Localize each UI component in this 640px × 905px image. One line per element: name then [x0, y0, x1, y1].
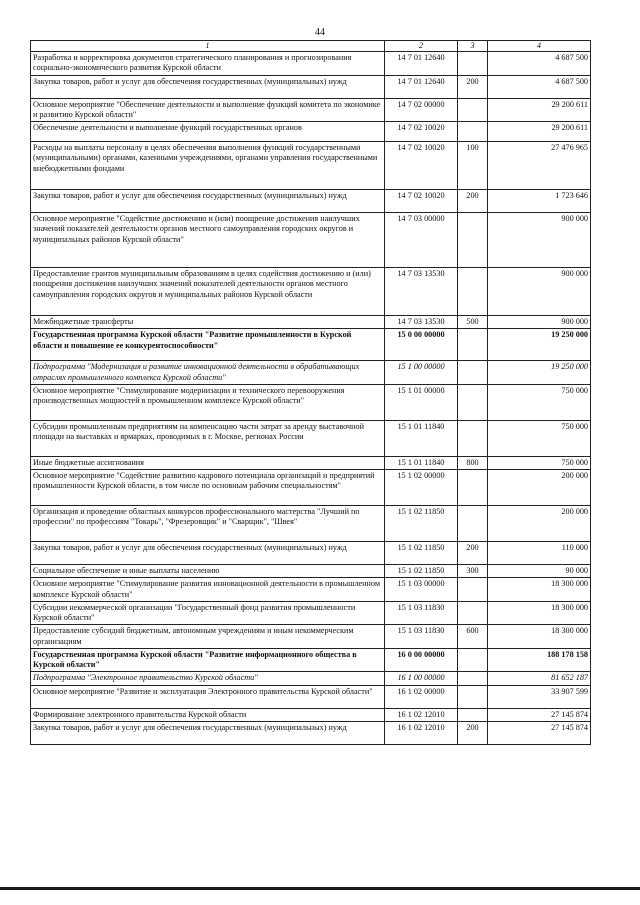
row-vr-cell: [458, 506, 488, 542]
row-sum-cell: 27 476 965: [488, 142, 591, 190]
row-code-cell: 15 1 02 11850: [385, 565, 458, 578]
table-row: [31, 361, 591, 385]
row-vr-cell: [458, 329, 488, 361]
row-vr-cell: 500: [458, 316, 488, 329]
row-code-cell: 15 1 03 00000: [385, 578, 458, 602]
header-col-3: 3: [458, 41, 488, 52]
table-row: [31, 721, 591, 744]
row-name-cell: Организация и проведение областных конкурсов профессионального мастерства "Лучший по профессии" по профессиям "Токарь", "Фрезеровщик" и "Сварщик", "Швея": [31, 506, 385, 542]
row-vr-cell: 800: [458, 456, 488, 469]
page-number: 44: [315, 27, 325, 38]
bottom-rule: [0, 887, 640, 890]
row-vr-cell: [458, 685, 488, 708]
row-vr-cell: 200: [458, 75, 488, 98]
row-code-cell: 15 1 02 00000: [385, 470, 458, 506]
row-name-cell: Расходы на выплаты персоналу в целях обеспечения выполнения функций государственными (муниципальными) органами, казенными учреждениями, органами управления государственными внебюджетными фондами: [31, 142, 385, 190]
row-vr-cell: [458, 578, 488, 602]
row-vr-cell: 200: [458, 190, 488, 213]
row-code-cell: 15 1 02 11850: [385, 542, 458, 565]
row-sum-cell: 110 000: [488, 542, 591, 565]
row-name-cell: Государственная программа Курской области "Развитие информационного общества в Курской области": [31, 648, 385, 672]
row-code-cell: 15 1 01 00000: [385, 384, 458, 420]
row-name-cell: Предоставление субсидий бюджетным, автономным учреждениям и иным некоммерческим организациям: [31, 625, 385, 649]
row-vr-cell: [458, 98, 488, 122]
row-name-cell: Субсидии промышленным предприятиям на компенсацию части затрат за аренду выставочной площади на выставках и ярмарках, проводимых в г. Москве, регионах России: [31, 420, 385, 456]
row-name-cell: Закупка товаров, работ и услуг для обеспечения государственных (муниципальных) нужд: [31, 542, 385, 565]
row-sum-cell: 750 000: [488, 384, 591, 420]
row-name-cell: Подпрограмма "Электронное правительство Курской области": [31, 672, 385, 685]
budget-table: [30, 40, 591, 745]
row-vr-cell: [458, 420, 488, 456]
row-code-cell: 16 1 00 00000: [385, 672, 458, 685]
row-code-cell: 16 1 02 12010: [385, 721, 458, 744]
table-row: [31, 316, 591, 329]
row-sum-cell: 18 300 000: [488, 625, 591, 649]
row-name-cell: Подпрограмма "Модернизация и развитие инновационной деятельности в обрабатывающих отраслях промышленного комплекса Курской области": [31, 361, 385, 385]
table-row: [31, 75, 591, 98]
row-code-cell: 16 1 02 12010: [385, 708, 458, 721]
row-sum-cell: 29 200 611: [488, 122, 591, 142]
row-code-cell: 16 1 02 00000: [385, 685, 458, 708]
row-name-cell: Разработка и корректировка документов стратегического планирования и прогнозирования социально-экономического развития Курской области: [31, 52, 385, 76]
row-sum-cell: 27 145 874: [488, 721, 591, 744]
row-name-cell: Социальное обеспечение и иные выплаты населению: [31, 565, 385, 578]
row-vr-cell: [458, 213, 488, 268]
header-col-4: 4: [488, 41, 591, 52]
row-code-cell: 16 0 00 00000: [385, 648, 458, 672]
table-row: [31, 384, 591, 420]
row-code-cell: 14 7 02 10020: [385, 190, 458, 213]
row-sum-cell: 900 000: [488, 316, 591, 329]
row-vr-cell: 200: [458, 721, 488, 744]
row-name-cell: Иные бюджетные ассигнования: [31, 456, 385, 469]
row-name-cell: Формирование электронного правительства Курской области: [31, 708, 385, 721]
table-row: [31, 329, 591, 361]
row-name-cell: Основное мероприятие "Содействие развитию кадрового потенциала организаций и предприятий промышленности Курской области, в том числе по основным рабочим специальностям": [31, 470, 385, 506]
table-row: [31, 268, 591, 316]
row-name-cell: Межбюджетные трансферты: [31, 316, 385, 329]
row-vr-cell: 200: [458, 542, 488, 565]
table-row: [31, 190, 591, 213]
row-name-cell: Основное мероприятие "Стимулирование развития инновационной деятельности в промышленном комплексе Курской области": [31, 578, 385, 602]
row-code-cell: 15 1 02 11850: [385, 506, 458, 542]
table-row: [31, 542, 591, 565]
row-code-cell: 14 7 03 13530: [385, 268, 458, 316]
row-name-cell: Обеспечение деятельности и выполнение функций государственных органов: [31, 122, 385, 142]
row-code-cell: 15 0 00 00000: [385, 329, 458, 361]
table-row: [31, 122, 591, 142]
row-name-cell: Предоставление грантов муниципальным образованиям в целях содействия достижению и (или) поощрения достижения наилучших значений показателей деятельности органов местного самоуправления городских округов и муниципальных районов Курской области: [31, 268, 385, 316]
row-sum-cell: 90 000: [488, 565, 591, 578]
table-row: [31, 578, 591, 602]
row-vr-cell: [458, 268, 488, 316]
row-name-cell: Основное мероприятие "Стимулирование модернизации и технического перевооружения производственных мощностей в промышленном комплексе Курской области": [31, 384, 385, 420]
row-vr-cell: [458, 708, 488, 721]
row-sum-cell: 1 723 646: [488, 190, 591, 213]
row-sum-cell: 18 300 000: [488, 578, 591, 602]
row-vr-cell: [458, 672, 488, 685]
row-sum-cell: 900 000: [488, 268, 591, 316]
row-sum-cell: 750 000: [488, 420, 591, 456]
row-vr-cell: [458, 52, 488, 76]
row-code-cell: 14 7 01 12640: [385, 75, 458, 98]
row-code-cell: 14 7 01 12640: [385, 52, 458, 76]
row-sum-cell: 29 200 611: [488, 98, 591, 122]
table-row: [31, 142, 591, 190]
row-code-cell: 15 1 01 11840: [385, 456, 458, 469]
header-col-1: 1: [31, 41, 385, 52]
row-code-cell: 15 1 03 11830: [385, 601, 458, 625]
row-name-cell: Закупка товаров, работ и услуг для обеспечения государственных (муниципальных) нужд: [31, 721, 385, 744]
row-vr-cell: 100: [458, 142, 488, 190]
table-row: [31, 625, 591, 649]
row-name-cell: Основное мероприятие "Обеспечение деятельности и выполнение функций комитета по экономике и развитию Курской области": [31, 98, 385, 122]
table-row: [31, 708, 591, 721]
header-col-2: 2: [385, 41, 458, 52]
row-vr-cell: [458, 470, 488, 506]
table-header-row: [31, 41, 591, 52]
row-vr-cell: [458, 601, 488, 625]
table-row: [31, 420, 591, 456]
row-sum-cell: 4 687 500: [488, 75, 591, 98]
row-sum-cell: 750 000: [488, 456, 591, 469]
row-vr-cell: [458, 361, 488, 385]
row-vr-cell: 600: [458, 625, 488, 649]
table-row: [31, 98, 591, 122]
row-vr-cell: [458, 384, 488, 420]
row-code-cell: 14 7 02 10020: [385, 122, 458, 142]
row-vr-cell: [458, 122, 488, 142]
row-sum-cell: 81 652 187: [488, 672, 591, 685]
table-row: [31, 648, 591, 672]
row-name-cell: Основное мероприятие "Развитие и эксплуатация Электронного правительства Курской области": [31, 685, 385, 708]
row-code-cell: 14 7 03 13530: [385, 316, 458, 329]
row-sum-cell: 200 000: [488, 470, 591, 506]
row-sum-cell: 33 907 599: [488, 685, 591, 708]
row-sum-cell: 18 300 000: [488, 601, 591, 625]
table-row: [31, 672, 591, 685]
row-code-cell: 15 1 01 11840: [385, 420, 458, 456]
row-sum-cell: 27 145 874: [488, 708, 591, 721]
table-row: [31, 506, 591, 542]
row-vr-cell: 300: [458, 565, 488, 578]
row-sum-cell: 900 000: [488, 213, 591, 268]
row-code-cell: 14 7 02 00000: [385, 98, 458, 122]
table-row: [31, 565, 591, 578]
row-code-cell: 15 1 00 00000: [385, 361, 458, 385]
row-sum-cell: 19 250 000: [488, 361, 591, 385]
table-row: [31, 456, 591, 469]
row-sum-cell: 188 178 158: [488, 648, 591, 672]
row-code-cell: 14 7 02 10020: [385, 142, 458, 190]
row-sum-cell: 19 250 000: [488, 329, 591, 361]
row-sum-cell: 4 687 500: [488, 52, 591, 76]
row-sum-cell: 200 000: [488, 506, 591, 542]
table-row: [31, 213, 591, 268]
row-name-cell: Субсидии некоммерческой организации "Государственный фонд развития промышленности Курской области": [31, 601, 385, 625]
row-name-cell: Государственная программа Курской области "Развитие промышленности в Курской области и повышение ее конкурентоспособности": [31, 329, 385, 361]
table-row: [31, 52, 591, 76]
table-row: [31, 470, 591, 506]
table-row: [31, 601, 591, 625]
table-row: [31, 685, 591, 708]
row-code-cell: 15 1 03 11830: [385, 625, 458, 649]
row-name-cell: Основное мероприятие "Содействие достижению и (или) поощрение достижения наилучших значений показателей деятельности органов местного самоуправления городских округов и муниципальных районов Курской области": [31, 213, 385, 268]
row-vr-cell: [458, 648, 488, 672]
row-name-cell: Закупка товаров, работ и услуг для обеспечения государственных (муниципальных) нужд: [31, 75, 385, 98]
row-name-cell: Закупка товаров, работ и услуг для обеспечения государственных (муниципальных) нужд: [31, 190, 385, 213]
row-code-cell: 14 7 03 00000: [385, 213, 458, 268]
